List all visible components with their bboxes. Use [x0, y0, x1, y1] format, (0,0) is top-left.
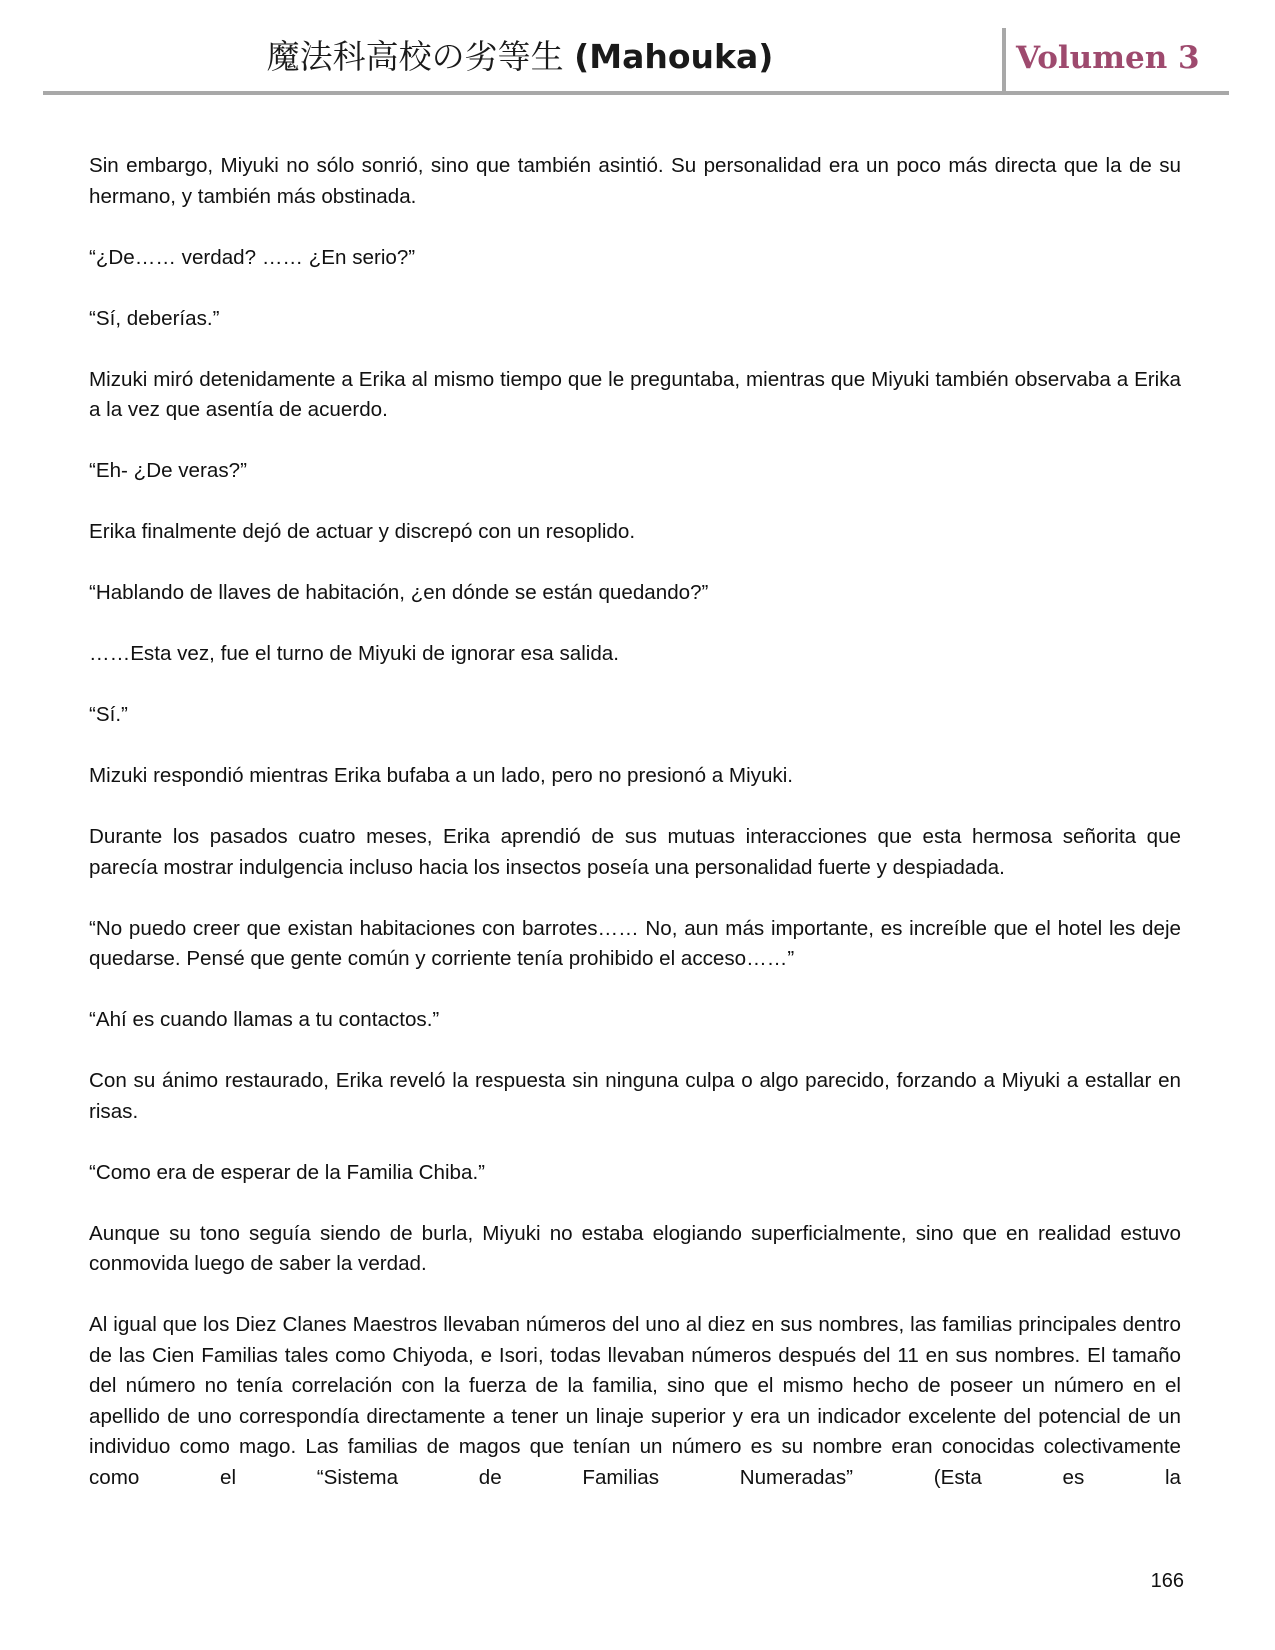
paragraph: Con su ánimo restaurado, Erika reveló la respuesta sin ninguna culpa o algo parecido, forzando a Miyuki a estallar en risas.: [89, 1069, 1181, 1123]
paragraph: “Ahí es cuando llamas a tu contactos.”: [89, 1008, 440, 1031]
book-title: [200, 35, 840, 79]
paragraph: “Sí, deberías.”: [89, 306, 220, 330]
paragraph: “Como era de esperar de la Familia Chiba.”: [89, 1160, 486, 1184]
paragraph: Aunque su tono seguía siendo de burla, Miyuki no estaba elogiando superficialmente, sino que en realidad estuvo conmovida luego de saber la verdad.: [89, 1221, 1181, 1275]
page-header: [0, 0, 1275, 100]
page-number: 166: [1150, 1570, 1184, 1592]
header-horizontal-rule: [43, 91, 1229, 95]
paragraph: Al igual que los Diez Clanes Maestros llevaban números del uno al diez en sus nombres, las familias principales dentro de las Cien Familias tales como Chiyoda, e Isori, todas llevaban números después del 11 en sus nombres. El tamaño del número no tenía correlación con la fuerza de la familia, sino que el mismo hecho de poseer un número en el apellido de uno correspondía directamente a tener un linaje superior y era un indicador excelente del potencial de un individuo como mago. Las familias de magos que tenían un número es su nombre eran conocidas colectivamente como el “Sistema de Familias Numeradas” (Esta es la: [89, 1313, 1181, 1489]
paragraph: “Hablando de llaves de habitación, ¿en dónde se están quedando?”: [89, 581, 709, 604]
book-title-romanized: (Mahouka): [574, 37, 774, 76]
book-title-japanese: 魔法科高校の劣等生: [266, 37, 564, 76]
paragraph: Durante los pasados cuatro meses, Erika aprendió de sus mutuas interacciones que esta hermosa señorita que parecía mostrar indulgencia incluso hacia los insectos poseía una personalidad fuerte y despiadada.: [89, 825, 1181, 879]
paragraph: “¿De…… verdad? …… ¿En serio?”: [89, 245, 416, 269]
paragraph: ……Esta vez, fue el turno de Miyuki de ignorar esa salida.: [89, 642, 619, 665]
paragraph: Sin embargo, Miyuki no sólo sonrió, sino que también asintió. Su personalidad era un poco más directa que la de su hermano, y también más obstinada.: [89, 154, 1181, 208]
header-vertical-divider: [1002, 28, 1006, 94]
paragraph: “No puedo creer que existan habitaciones con barrotes…… No, aun más importante, es increíble que el hotel les deje quedarse. Pensé que gente común y corriente tenía prohibido el acceso……”: [89, 916, 1181, 970]
paragraph: Mizuki respondió mientras Erika bufaba a un lado, pero no presionó a Miyuki.: [89, 764, 793, 787]
paragraph: Mizuki miró detenidamente a Erika al mismo tiempo que le preguntaba, mientras que Miyuki también observaba a Erika a la vez que asentía de acuerdo.: [89, 367, 1181, 421]
paragraph: Erika finalmente dejó de actuar y discrepó con un resoplido.: [89, 520, 636, 543]
paragraph: “Eh- ¿De veras?”: [89, 459, 247, 482]
body-text: [89, 151, 1181, 1524]
volume-label: Volumen 3: [1016, 40, 1200, 76]
paragraph: “Sí.”: [89, 703, 128, 726]
